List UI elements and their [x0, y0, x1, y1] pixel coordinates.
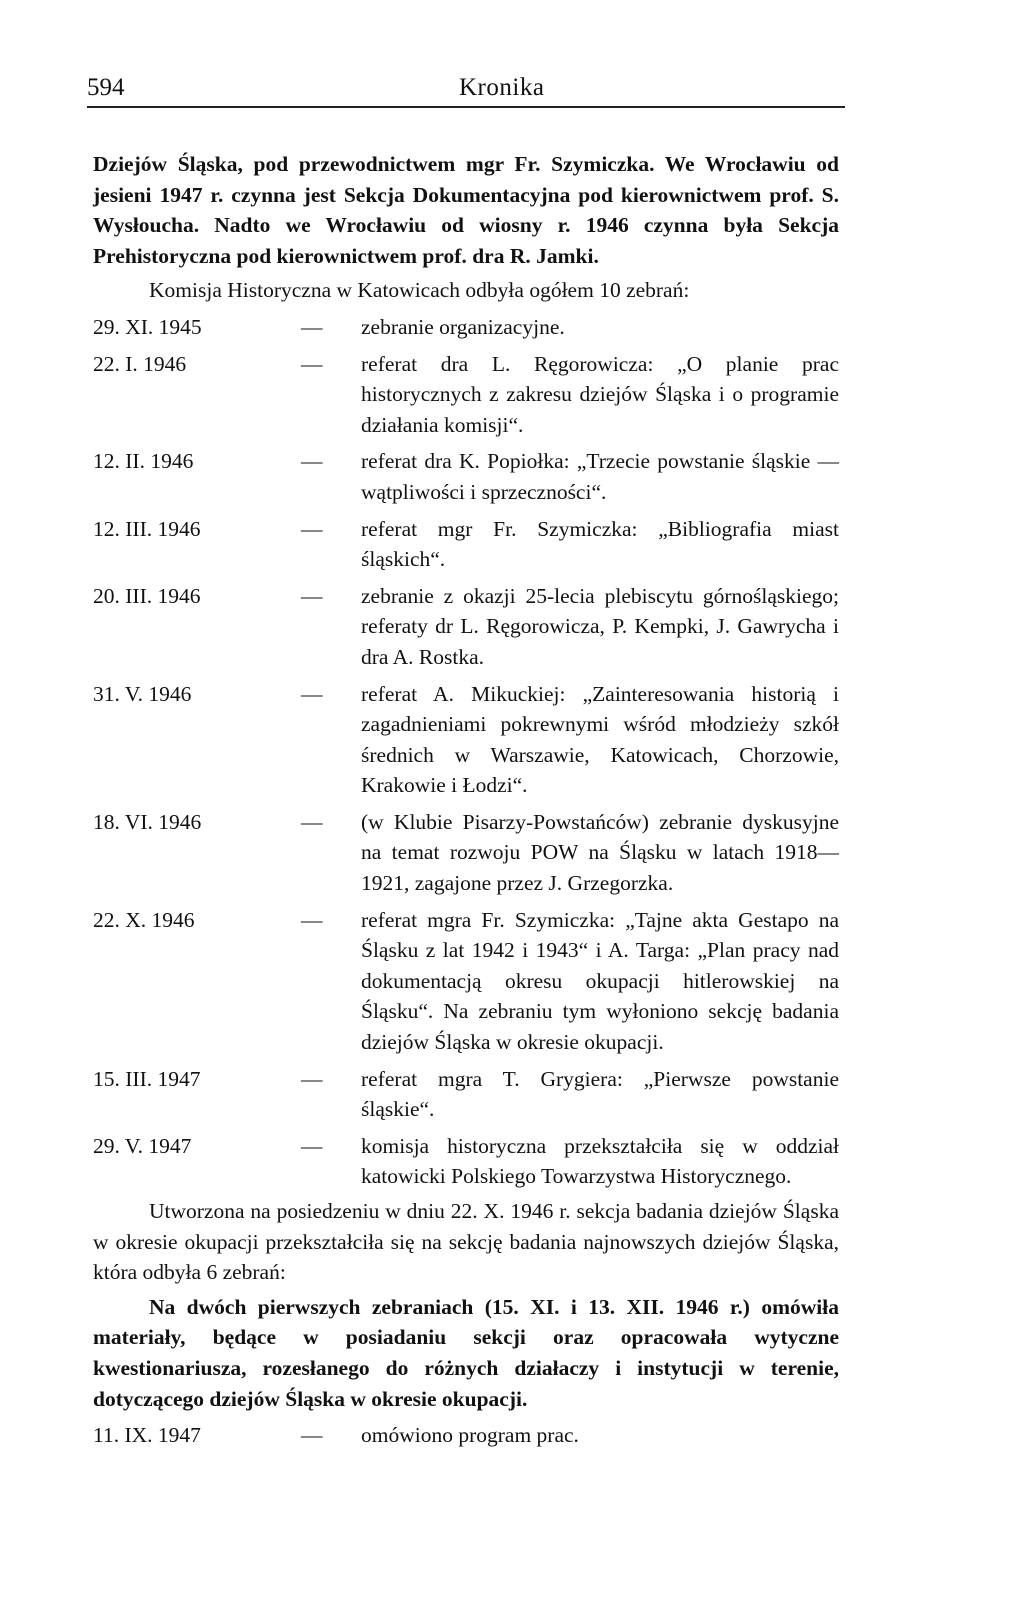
meeting-date: 12. II. 1946	[93, 449, 194, 474]
dash: —	[301, 351, 323, 376]
meeting-date: 15. III. 1947	[93, 1066, 201, 1091]
dash: —	[301, 1066, 323, 1091]
dash: —	[301, 516, 323, 541]
page-body	[93, 149, 839, 1451]
meetings-list	[93, 312, 839, 1192]
dash: —	[301, 809, 323, 834]
list-item	[93, 349, 839, 441]
list-item	[93, 581, 839, 673]
meeting-date: 22. X. 1946	[93, 907, 195, 932]
meeting-text: referat mgra Fr. Szymiczka: „Tajne akta Gestapo na Śląsku z lat 1942 i 1943“ i A. Targa: „Plan pracy nad dokumentacją okresu okupacji hitlerowskiej na Śląsku“. Na zebraniu tym wyłoniono sekcję badania dziejów Śląska w okresie okupacji.	[361, 907, 839, 1055]
header-rule	[87, 106, 845, 108]
meeting-text: referat A. Mikuckiej: „Zainteresowania historią i zagadnieniami pokrewnymi wśród młodzieży szkół średnich w Warszawie, Katowicach, Chorzowie, Krakowie i Łodzi“.	[361, 681, 839, 798]
meeting-text: referat dra L. Ręgorowicza: „O planie prac historycznych z zakresu dziejów Śląska i o programie działania komisji“.	[361, 351, 839, 437]
meeting-text: (w Klubie Pisarzy-Powstańców) zebranie dyskusyjne na temat rozwoju POW na Śląsku w latach 1918—1921, zagajone przez J. Grzegorzka.	[361, 809, 839, 896]
paragraph-sekcja: Utworzona na posiedzeniu w dniu 22. X. 1946 r. sekcja badania dziejów Śląska w okresie okupacji przekształciła się na sekcję badania najnowszych dziejów Śląska, która odbyła 6 zebrań:	[93, 1199, 839, 1285]
meeting-date: 29. XI. 1945	[93, 314, 202, 339]
meeting-date: 11. IX. 1947	[93, 1423, 201, 1448]
dash: —	[301, 907, 323, 932]
meeting-date: 29. V. 1947	[93, 1133, 192, 1158]
page-number: 594	[87, 74, 125, 101]
paragraph-komisja: Komisja Historyczna w Katowicach odbyła ogółem 10 zebrań:	[149, 278, 690, 303]
meeting-date: 31. V. 1946	[93, 681, 192, 706]
list-item	[93, 446, 839, 507]
list-item	[93, 1420, 839, 1451]
meeting-date: 18. VI. 1946	[93, 809, 202, 834]
meeting-date: 22. I. 1946	[93, 351, 187, 376]
meeting-text: zebranie z okazji 25-lecia plebiscytu górnośląskiego; referaty dr L. Ręgorowicza, P. Kempki, J. Gawrycha i dra A. Rostka.	[361, 583, 839, 669]
list-item	[93, 514, 839, 575]
sekcja-meetings-list	[93, 1420, 839, 1451]
meeting-date: 12. III. 1946	[93, 516, 201, 541]
meeting-text: komisja historyczna przekształciła się w oddział katowicki Polskiego Towarzystwa Historycznego.	[361, 1133, 839, 1189]
dash: —	[301, 449, 323, 474]
dash: —	[301, 681, 323, 706]
page-header	[87, 74, 847, 106]
meeting-date: 20. III. 1946	[93, 583, 201, 608]
meeting-text: omówiono program prac.	[361, 1423, 579, 1448]
meeting-text: referat mgr Fr. Szymiczka: „Bibliografia miast śląskich“.	[361, 516, 839, 572]
dash: —	[301, 314, 323, 339]
dash: —	[301, 1423, 323, 1448]
running-title: Kronika	[459, 74, 545, 101]
list-item	[93, 679, 839, 801]
list-item	[93, 807, 839, 899]
paragraph-intro: Dziejów Śląska, pod przewodnictwem mgr Fr. Szymiczka. We Wrocławiu od jesieni 1947 r. czynna jest Sekcja Dokumentacyjna pod kierownictwem prof. S. Wysłoucha. Nadto we Wrocławiu od wiosny r. 1946 czynna była Sekcja Prehistoryczna pod kierownictwem prof. dra R. Jamki.	[93, 152, 839, 268]
paragraph-first-meetings: Na dwóch pierwszych zebraniach (15. XI. i 13. XII. 1946 r.) omówiła materiały, będące w posiadaniu sekcji oraz opracowała wytyczne kwestionariusza, rozesłanego do różnych działaczy i instytucji w terenie, dotyczącego dziejów Śląska w okresie okupacji.	[93, 1294, 839, 1411]
meeting-text: referat mgra T. Grygiera: „Pierwsze powstanie śląskie“.	[361, 1066, 839, 1122]
meeting-text: zebranie organizacyjne.	[361, 314, 565, 339]
list-item	[93, 312, 839, 343]
list-item	[93, 1064, 839, 1125]
dash: —	[301, 1133, 323, 1158]
dash: —	[301, 583, 323, 608]
list-item	[93, 905, 839, 1058]
meeting-text: referat dra K. Popiołka: „Trzecie powstanie śląskie — wątpliwości i sprzeczności“.	[361, 449, 839, 504]
list-item	[93, 1131, 839, 1192]
